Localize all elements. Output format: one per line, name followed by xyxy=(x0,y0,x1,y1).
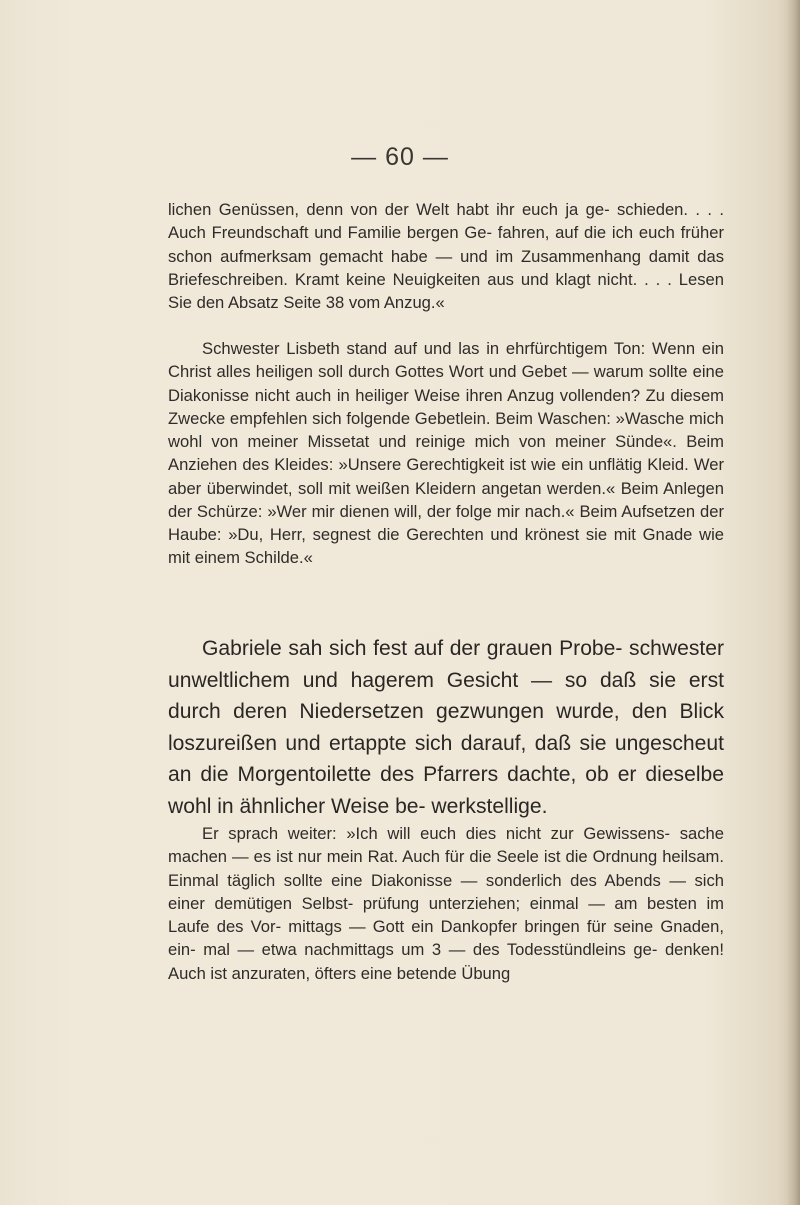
paragraph-2: Schwester Lisbeth stand auf und las in ehrfürchtigem Ton: Wenn ein Christ alles heiligen soll durch Gottes Wort und Gebet — warum sollte eine Diakonisse nicht auch in heiliger Weise ihren Anzug vollenden? Zu diesem Zwecke empfehlen sich folgende Gebetlein. Beim Waschen: »Wasche mich wohl von meiner Missetat und reinige mich von meiner Sünde«. Beim Anziehen des Kleides: »Unsere Gerechtigkeit ist wie ein unflätig Kleid. Wer aber überwindet, soll mit weißen Kleidern angetan werden.« Beim Anlegen der Schürze: »Wer mir dienen will, der folge mir nach.« Beim Aufsetzen der Haube: »Du, Herr, segnest die Gerechten und krönest sie mit Gnade wie mit einem Schilde.« xyxy=(168,339,724,568)
paragraph-1: lichen Genüssen, denn von der Welt habt ihr euch ja ge- schieden. . . . Auch Freundschaft und Familie bergen Ge- fahren, auf die ich euch früher schon aufmerksam gemacht habe — und im Zusammenhang damit das Briefeschreiben. Kramt keine Neuigkeiten aus und klagt nicht. . . . Lesen Sie den Absatz Seite 38 vom Anzug.« xyxy=(168,200,724,312)
paragraph-4: Er sprach weiter: »Ich will euch dies nicht zur Gewissens- sache machen — es ist nur mein Rat. Auch für die Seele ist die Ordnung heilsam. Einmal täglich sollte eine Diakonisse — sonderlich des Abends — sich einer demütigen Selbst- prüfung unterziehen; einmal — am besten im Laufe des Vor- mittags — Gott ein Dankopfer bringen für seine Gnaden, ein- mal — etwa nachmittags um 3 — des Todesstündleins ge- denken! Auch ist anzuraten, öfters eine betende Übung xyxy=(168,824,724,983)
paragraph-3: Gabriele sah sich fest auf der grauen Probe- schwester unweltlichem und hagerem Gesicht — so daß sie erst durch deren Niedersetzen gezwungen wurde, den Blick loszureißen und ertappte sich darauf, daß sie ungescheut an die Morgentoilette des Pfarrers dachte, ob er dieselbe wohl in ähnlicher Weise be- werkstellige. xyxy=(168,637,724,818)
page-number: — 60 — xyxy=(351,143,449,171)
page-edge-shadow xyxy=(786,0,800,1205)
